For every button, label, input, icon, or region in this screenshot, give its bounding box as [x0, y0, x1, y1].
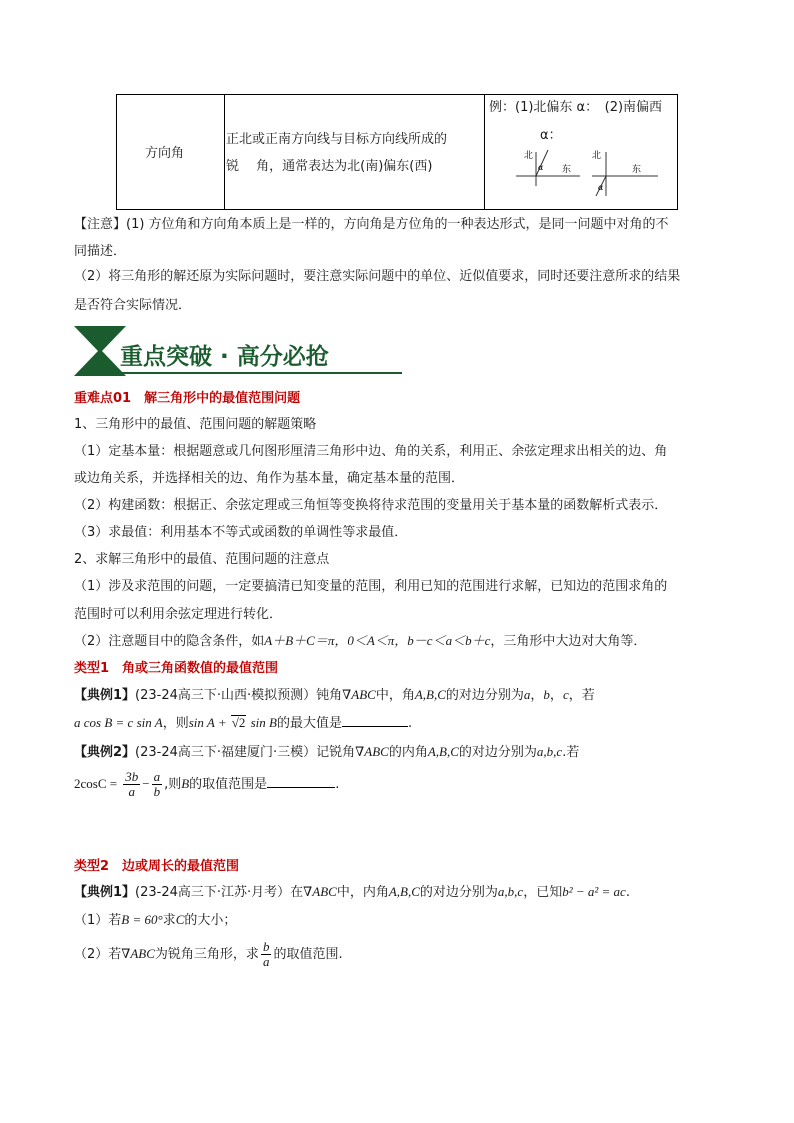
math-equation: a cos B = c sin A	[74, 715, 163, 730]
text-fragment: 求	[162, 913, 176, 928]
example-source: (23-24高三下·山西·模拟预测）钝角	[135, 688, 343, 703]
math-abc: A,B,C	[414, 687, 446, 702]
notice-item2	[74, 630, 646, 649]
math-equation: b² − a² = ac	[562, 884, 626, 899]
notice-item2-prefix: （2）注意题目中的隐含条件，如	[74, 634, 265, 649]
section-label: 重难点01 解三角形中的最值范围问题	[74, 391, 301, 406]
text-fragment: .	[625, 885, 630, 900]
notice-item1-line2: 范围时可以利用余弦定理进行转化．	[74, 607, 283, 622]
type1-example1-line2	[74, 712, 412, 731]
math-expression: sin A +	[188, 715, 227, 730]
math-a: a	[523, 687, 531, 702]
table-divider	[224, 95, 225, 209]
math-c: c	[562, 687, 569, 702]
fraction-numerator: b	[262, 939, 270, 954]
type1-example1-line1: 【典例1】(23-24高三下·山西·模拟预测）钝角∇ABC中，角A,B,C的对边分别为a，b，c，若	[74, 687, 595, 703]
triangle-symbol: ∇ABC	[303, 884, 337, 899]
north-label: 北	[524, 151, 534, 161]
south-west-diagram	[588, 144, 668, 202]
text-fragment: 的对边分别为	[458, 745, 537, 760]
answer-blank[interactable]	[342, 726, 408, 727]
fraction-numerator: 3b	[125, 769, 139, 784]
fraction-denominator: a	[128, 784, 135, 799]
triangle-symbol: ∇ABC	[121, 946, 155, 961]
text-fragment: ，若	[568, 688, 595, 703]
text-fragment: 的内角	[388, 745, 428, 760]
example-tag: 【典例1】	[74, 885, 136, 900]
fraction-numerator: a	[153, 769, 161, 784]
type2-example1-line1	[74, 881, 630, 900]
note2-line1: （2）将三角形的解还原为实际问题时，要注意实际问题中的单位、近似值要求，同时还要注意所求的结果	[74, 269, 681, 284]
math-abc: A,B,C	[388, 884, 420, 899]
sqrt-symbol: √2	[231, 715, 246, 730]
strategy-step1-line2: 或边角关系，并选择相关的边、角作为基本量，确定基本量的范围．	[74, 471, 465, 486]
math-sides: a,b,c	[536, 744, 563, 759]
east-label: 东	[562, 165, 572, 175]
north-label: 北	[592, 151, 602, 161]
math-sides: a,b,c	[497, 884, 524, 899]
fraction-denominator: a	[262, 954, 270, 969]
example-source: (23-24高三下·江苏·月考）在	[135, 885, 304, 900]
example-tag: 【典例1】	[74, 688, 136, 703]
notice-heading: 2、求解三角形中的最值、范围问题的注意点	[74, 552, 330, 567]
math-lhs: 2cosC =	[74, 776, 118, 791]
notice-item2-math: A＋B＋C＝π，0＜A＜π，b－c＜a＜b＋c	[264, 633, 491, 648]
strategy-heading: 1、三角形中的最值、范围问题的解题策略	[74, 417, 317, 432]
table-term: 方向角	[145, 146, 185, 161]
north-east-diagram	[508, 144, 588, 202]
notice-item2-suffix: ，三角形中大边对大角等．	[490, 634, 647, 649]
text-fragment: 的最大值是	[276, 716, 342, 731]
banner-title: 重点突破 · 高分必抢	[120, 344, 329, 370]
math-expression: sin B	[250, 715, 277, 730]
type1-label: 类型1 角或三角函数值的最值范围	[74, 661, 279, 676]
type2-question2	[74, 940, 343, 969]
note1-line2: 同描述．	[74, 244, 127, 259]
table-definition-line2: 锐 角，通常表达为北(南)偏东(西)	[226, 159, 433, 174]
text-fragment: 中，角	[375, 688, 415, 703]
text-fragment: .	[407, 716, 413, 731]
text-fragment: 为锐角三角形，求	[154, 947, 259, 962]
text-fragment: 的取值范围是	[189, 777, 268, 792]
text-fragment: ，已知	[523, 885, 563, 900]
text-fragment: 的取值范围.	[273, 947, 343, 962]
text-fragment: ，则	[162, 716, 189, 731]
table-divider	[484, 95, 485, 209]
east-label: 东	[632, 165, 642, 175]
strategy-step3: （3）求最值：利用基本不等式或函数的单调性等求最值．	[74, 525, 408, 540]
table-definition-line1: 正北或正南方向线与目标方向线所成的	[226, 132, 448, 147]
math-b: b	[543, 687, 550, 702]
strategy-step2: （2）构建函数：根据正、余弦定理或三角恒等变换将待求范围的变量用关于基本量的函数解析式表示．	[74, 498, 668, 513]
hourglass-logo-icon	[74, 326, 126, 376]
text-fragment: （1）若	[74, 913, 122, 928]
notice-item1-line1: （1）涉及求范围的问题，一定要搞清已知变量的范围，利用已知的范围进行求解，已知边的范围求角的	[74, 579, 668, 594]
text-fragment: ,则	[164, 777, 182, 792]
sqrt-radicand: 2	[238, 715, 246, 730]
type1-example2-line1	[74, 741, 579, 760]
minus-sign: −	[142, 776, 150, 791]
section-banner	[74, 326, 404, 376]
text-fragment: （2）若	[74, 947, 122, 962]
text-fragment: 的对边分别为	[445, 688, 524, 703]
alpha-label: α	[538, 163, 544, 172]
triangle-symbol: ∇ABC	[342, 687, 376, 702]
alpha-label: α	[598, 183, 604, 192]
triangle-symbol: ∇ABC	[355, 744, 389, 759]
text-fragment: .若	[562, 745, 580, 760]
type2-question1	[74, 909, 236, 928]
type1-example2-line2	[74, 770, 339, 799]
table-example-line1: 例：(1)北偏东 α： (2)南偏西	[489, 100, 663, 115]
math-B: B	[181, 776, 190, 791]
strategy-step1-line1: （1）定基本量：根据题意或几何图形厘清三角形中边、角的关系，利用正、余弦定理求出相关的边、角	[74, 444, 668, 459]
text-fragment: .	[335, 777, 340, 792]
note2-line2: 是否符合实际情况．	[74, 298, 192, 313]
text-fragment: 的对边分别为	[419, 885, 498, 900]
fraction-denominator: b	[153, 784, 161, 799]
math-condition: B = 60°	[121, 912, 163, 927]
example-source: (23-24高三下·福建厦门·三模）记锐角	[135, 745, 356, 760]
text-fragment: 中，内角	[336, 885, 389, 900]
math-C: C	[175, 912, 185, 927]
example-tag: 【典例2】	[74, 745, 136, 760]
math-abc: A,B,C	[427, 744, 459, 759]
note1-line1: 【注意】(1) 方位角和方向角本质上是一样的，方向角是方位角的一种表达形式，是同一问题中对角的不	[74, 217, 669, 232]
text-fragment: 的大小；	[184, 913, 237, 928]
fraction-a-over-b	[152, 770, 163, 799]
table-example-line2: α：	[540, 128, 562, 143]
fraction-b-over-a	[261, 940, 272, 969]
fraction-3b-over-a	[123, 770, 140, 799]
type2-label: 类型2 边或周长的最值范围	[74, 859, 240, 874]
answer-blank[interactable]	[267, 787, 335, 788]
